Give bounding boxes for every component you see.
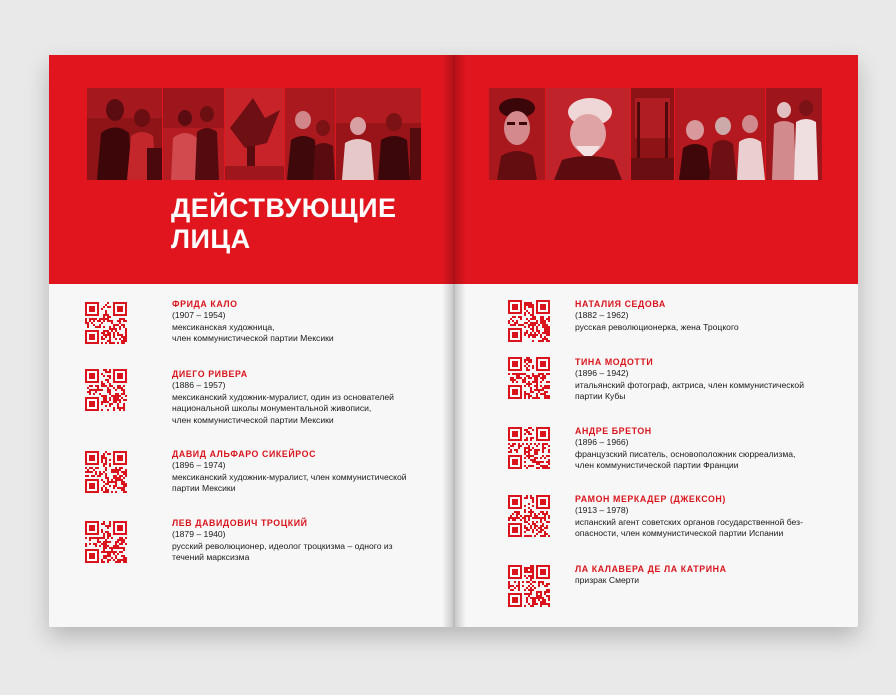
photo-sculpture	[225, 88, 284, 180]
character-years: (1907 – 1954)	[172, 310, 226, 320]
character-desc-line: мексиканская художница,	[172, 321, 275, 332]
qr-code-icon[interactable]	[85, 302, 127, 344]
character-desc-line: член коммунистической партии Франции	[575, 460, 739, 470]
page-title	[171, 193, 397, 255]
character-desc-line: испанский агент советских органов государственной без-	[575, 516, 803, 527]
character-years: (1886 – 1957)	[172, 380, 226, 390]
photo-women-group	[675, 88, 765, 180]
photo-two-men	[285, 88, 335, 180]
character-name: НАТАЛИЯ СЕДОВА	[575, 299, 666, 309]
right-page	[453, 55, 858, 627]
photo-group-tree	[163, 88, 224, 180]
character-info	[575, 310, 825, 333]
character-years: (1896 – 1966)	[575, 437, 629, 447]
character-years: (1913 – 1978)	[575, 505, 629, 515]
character-info	[575, 505, 825, 540]
character-desc-line: призрак Смерти	[575, 575, 640, 585]
character-name: РАМОН МЕРКАДЕР (ДЖЕКСОН)	[575, 494, 726, 504]
character-desc-line: русский революционер, идеолог троцкизма – одного из	[172, 540, 393, 551]
character-desc-line: русская революционерка, жена Троцкого	[575, 321, 739, 332]
character-name: ТИНА МОДОТТИ	[575, 357, 654, 367]
character-info	[172, 460, 422, 495]
character-info	[172, 310, 422, 345]
qr-code-icon[interactable]	[508, 565, 550, 607]
character-name: ЛЕВ ДАВИДОВИЧ ТРОЦКИЙ	[172, 518, 308, 528]
character-name: ДАВИД АЛЬФАРО СИКЕЙРОС	[172, 449, 317, 459]
character-name: ДИЕГО РИВЕРА	[172, 369, 248, 379]
character-desc-line: течений марксизма	[172, 552, 250, 562]
character-info	[575, 368, 825, 403]
character-name: АНДРЕ БРЕТОН	[575, 426, 652, 436]
photo-two-men-standing	[766, 88, 822, 180]
photo-kahlo-rivera	[87, 88, 162, 180]
character-info	[575, 575, 825, 587]
character-desc-line: мексиканский художник-муралист, член коммунистической	[172, 471, 407, 482]
title-line-2: ЛИЦА	[171, 224, 251, 254]
magazine-spread	[49, 55, 858, 627]
character-years: (1896 – 1974)	[172, 460, 226, 470]
character-info	[575, 437, 825, 472]
photo-trotsky-group	[336, 88, 421, 180]
character-desc-line: национальной школы монументальной живописи,	[172, 403, 372, 413]
character-years: (1879 – 1940)	[172, 529, 226, 539]
title-line-1: ДЕЙСТВУЮЩИЕ	[171, 193, 397, 223]
photo-trotsky-portrait	[546, 88, 630, 180]
character-desc-line: член коммунистической партии Мексики	[172, 333, 334, 343]
book-gutter	[442, 55, 466, 627]
character-years: (1896 – 1942)	[575, 368, 629, 378]
left-page	[49, 55, 453, 627]
character-desc-line: партии Кубы	[575, 391, 626, 401]
qr-code-icon[interactable]	[508, 357, 550, 399]
character-info	[172, 380, 422, 426]
qr-code-icon[interactable]	[85, 369, 127, 411]
character-info	[172, 529, 422, 564]
character-desc-line: член коммунистической партии Мексики	[172, 414, 334, 425]
qr-code-icon[interactable]	[85, 451, 127, 493]
character-desc-line: партии Мексики	[172, 483, 236, 493]
qr-code-icon[interactable]	[508, 495, 550, 537]
photo-kahlo-portrait	[489, 88, 545, 180]
character-years: (1882 – 1962)	[575, 310, 629, 320]
qr-code-icon[interactable]	[85, 521, 127, 563]
character-desc-line: французский писатель, основоположник сюрреализма,	[575, 448, 796, 459]
character-desc-line: опасности, член коммунистической партии Испании	[575, 528, 784, 538]
character-name: ЛА КАЛАВЕРА ДЕ ЛА КАТРИНА	[575, 564, 727, 574]
character-name: ФРИДА КАЛО	[172, 299, 238, 309]
qr-code-icon[interactable]	[508, 427, 550, 469]
photo-workshop	[631, 88, 674, 180]
character-desc-line: итальянский фотограф, актриса, член коммунистической	[575, 379, 804, 390]
qr-code-icon[interactable]	[508, 300, 550, 342]
character-desc-line: мексиканский художник-муралист, один из основателей	[172, 391, 394, 402]
